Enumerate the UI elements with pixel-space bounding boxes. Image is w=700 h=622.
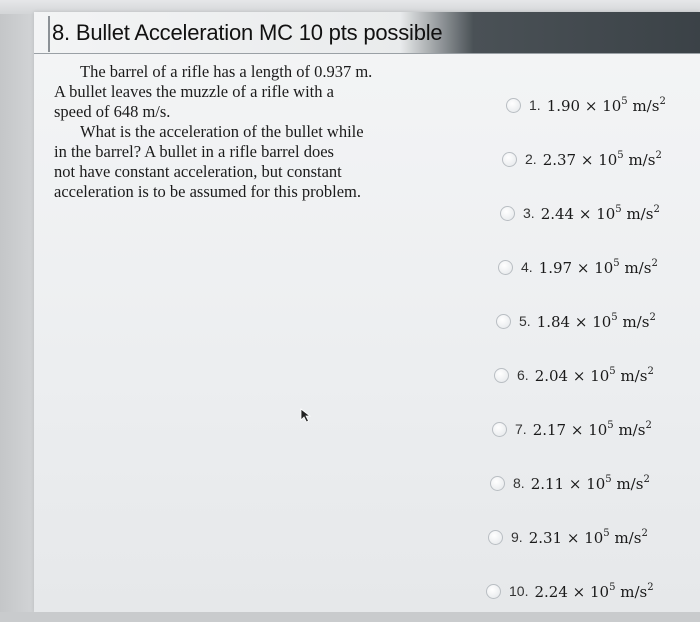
problem-line: in the barrel? A bullet in a rifle barrel does xyxy=(54,142,334,161)
choice-exponent: 5 xyxy=(613,257,620,269)
choice-coefficient: 2.17 xyxy=(532,420,567,439)
problem-line: speed of 648 m/s. xyxy=(54,102,171,121)
left-margin xyxy=(0,14,34,622)
answer-choice-3[interactable] xyxy=(500,200,660,226)
choice-number: 10. xyxy=(509,583,529,599)
problem-statement xyxy=(54,62,484,202)
problem-line: A bullet leaves the muzzle of a rifle with a xyxy=(54,82,334,101)
choice-value: $2.44 \times 10^5$ $m/s^2$ xyxy=(540,203,660,223)
choice-value: $2.31 \times 10^5$ $m/s^2$ xyxy=(528,527,648,547)
choice-value: $2.24 \times 10^5$ $m/s^2$ xyxy=(534,581,654,601)
choice-number: 3. xyxy=(523,205,535,221)
problem-line: not have constant acceleration, but constant xyxy=(54,162,342,181)
answer-choice-9[interactable] xyxy=(488,524,648,550)
mouse-pointer-icon xyxy=(300,408,314,424)
choice-unit-exponent: 2 xyxy=(649,311,656,323)
choice-unit: m/s xyxy=(632,96,660,115)
choice-exponent: 5 xyxy=(607,419,614,431)
choice-value: $2.37 \times 10^5$ $m/s^2$ xyxy=(542,149,662,169)
radio-button-icon[interactable] xyxy=(486,584,501,599)
choice-coefficient: 2.24 xyxy=(534,582,568,601)
radio-button-icon[interactable] xyxy=(494,368,509,383)
choice-unit: m/s xyxy=(628,150,656,169)
choice-exponent: 5 xyxy=(621,95,628,107)
problem-line: acceleration is to be assumed for this problem. xyxy=(54,182,361,201)
answer-choice-6[interactable] xyxy=(494,362,654,388)
choice-value: $1.97 \times 10^5$ $m/s^2$ xyxy=(538,257,658,277)
choice-exponent: 5 xyxy=(609,581,616,593)
radio-button-icon[interactable] xyxy=(496,314,511,329)
answer-choice-10[interactable] xyxy=(486,578,654,604)
choice-number: 5. xyxy=(519,313,531,329)
choice-unit-exponent: 2 xyxy=(641,527,648,539)
choice-value: $1.84 \times 10^5$ $m/s^2$ xyxy=(536,311,656,331)
choice-unit: m/s xyxy=(616,474,644,493)
answer-choice-7[interactable] xyxy=(492,416,652,442)
radio-button-icon[interactable] xyxy=(492,422,507,437)
choice-exponent: 5 xyxy=(617,149,624,161)
choice-unit: m/s xyxy=(620,366,648,385)
answer-choice-8[interactable] xyxy=(490,470,650,496)
choice-exponent: 5 xyxy=(605,473,612,485)
choice-exponent: 5 xyxy=(603,527,610,539)
choice-unit-exponent: 2 xyxy=(643,473,650,485)
choice-number: 4. xyxy=(521,259,533,275)
radio-button-icon[interactable] xyxy=(500,206,515,221)
radio-button-icon[interactable] xyxy=(498,260,513,275)
choice-number: 9. xyxy=(511,529,523,545)
answer-choice-4[interactable] xyxy=(498,254,658,280)
choice-unit: m/s xyxy=(622,312,650,331)
choice-unit: m/s xyxy=(614,528,642,547)
question-card xyxy=(34,12,700,612)
choice-coefficient: 2.44 xyxy=(540,204,575,223)
radio-button-icon[interactable] xyxy=(490,476,505,491)
answer-choice-1[interactable] xyxy=(506,92,666,118)
choice-coefficient: 2.04 xyxy=(534,366,569,385)
answer-choice-2[interactable] xyxy=(502,146,662,172)
choice-exponent: 5 xyxy=(615,203,622,215)
choice-number: 7. xyxy=(515,421,527,437)
choice-exponent: 5 xyxy=(611,311,618,323)
choice-coefficient: 1.97 xyxy=(538,258,573,277)
choice-value: $1.90 \times 10^5$ $m/s^2$ xyxy=(546,95,666,115)
bottom-strip xyxy=(0,612,700,622)
choice-unit-exponent: 2 xyxy=(653,203,660,215)
choice-unit: m/s xyxy=(624,258,652,277)
radio-button-icon[interactable] xyxy=(506,98,521,113)
choice-value: $2.11 \times 10^5$ $m/s^2$ xyxy=(530,473,650,493)
choice-unit: m/s xyxy=(620,582,648,601)
choice-coefficient: 1.84 xyxy=(536,312,571,331)
choice-value: $2.17 \times 10^5$ $m/s^2$ xyxy=(532,419,652,439)
problem-line: What is the acceleration of the bullet while xyxy=(80,122,364,141)
choice-unit: m/s xyxy=(626,204,654,223)
choice-unit-exponent: 2 xyxy=(651,257,658,269)
choice-number: 6. xyxy=(517,367,529,383)
choice-exponent: 5 xyxy=(609,365,616,377)
radio-button-icon[interactable] xyxy=(488,530,503,545)
question-title: 8. Bullet Acceleration MC 10 pts possible xyxy=(52,20,443,45)
choice-coefficient: 2.37 xyxy=(542,150,577,169)
problem-line: The barrel of a rifle has a length of 0.937 m. xyxy=(80,62,373,81)
choice-coefficient: 1.90 xyxy=(546,96,581,115)
answer-choice-5[interactable] xyxy=(496,308,656,334)
choice-number: 2. xyxy=(525,151,537,167)
choice-unit-exponent: 2 xyxy=(647,365,654,377)
choice-unit: m/s xyxy=(618,420,646,439)
choice-unit-exponent: 2 xyxy=(647,581,654,593)
choice-value: $2.04 \times 10^5$ $m/s^2$ xyxy=(534,365,654,385)
radio-button-icon[interactable] xyxy=(502,152,517,167)
choice-number: 8. xyxy=(513,475,525,491)
choice-unit-exponent: 2 xyxy=(655,149,662,161)
choice-coefficient: 2.31 xyxy=(528,528,563,547)
choice-unit-exponent: 2 xyxy=(645,419,652,431)
choice-number: 1. xyxy=(529,97,541,113)
choice-unit-exponent: 2 xyxy=(659,95,666,107)
choice-coefficient: 2.11 xyxy=(530,474,565,493)
header-divider xyxy=(48,16,50,52)
question-header xyxy=(34,12,700,54)
